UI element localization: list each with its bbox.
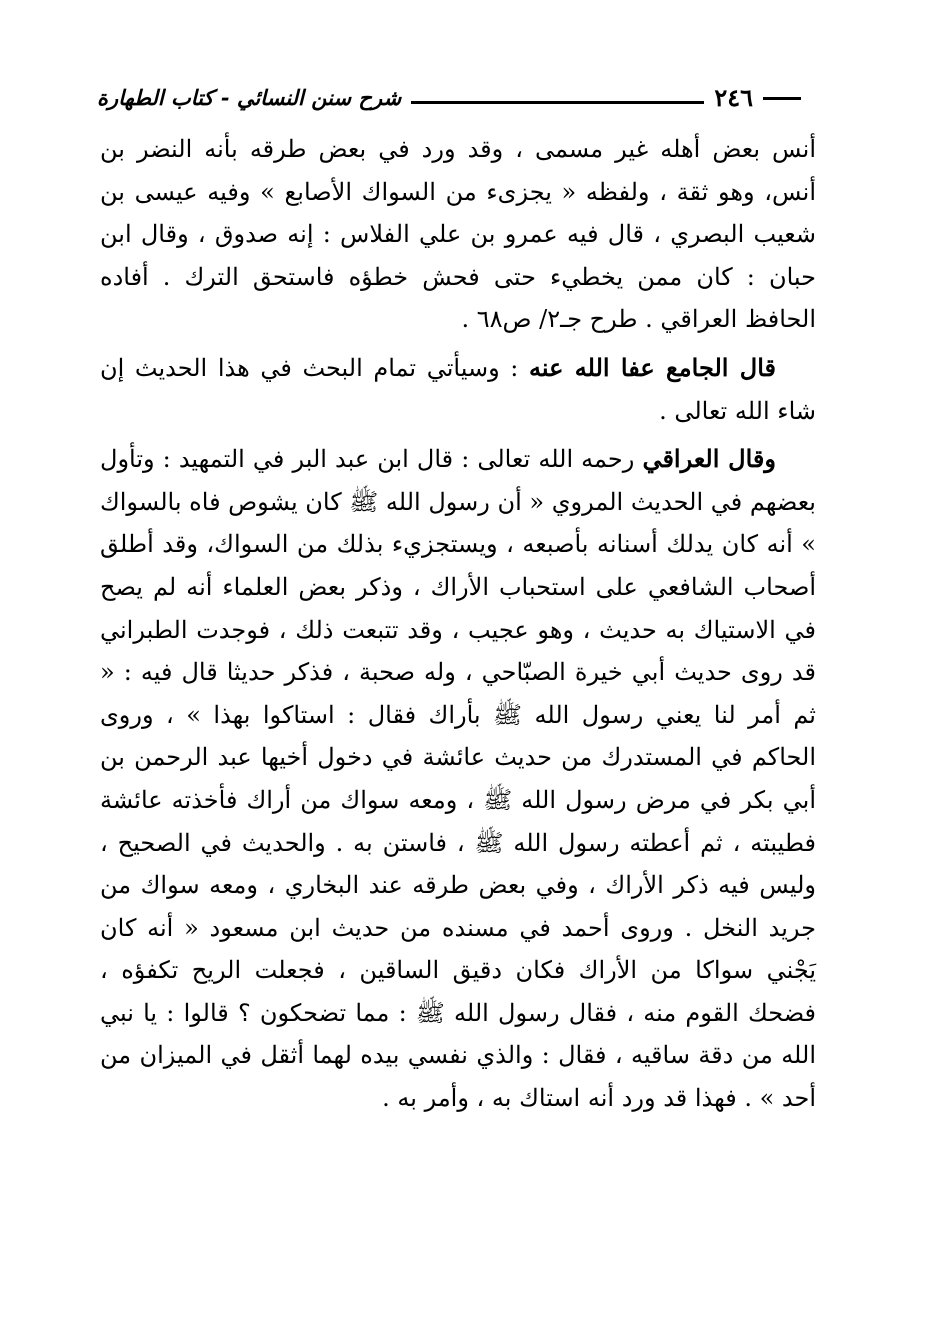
paragraph-1-text: أنس بعض أهله غير مسمى ، وقد ورد في بعض طرقه بأنه النضر بن أنس، وهو ثقة ، ولفظه « يجزىء من السواك الأصابع » وفيه عيسى بن شعيب البصري ، قال فيه عمرو بن علي الفلاس : إنه صدوق ، وقال ابن حبان : كان ممن يخطيء حتى فحش خطؤه فاستحق الترك . أفاده الحافظ العراقي . طرح جـ٢/ ص٦٨ . <box>100 135 817 334</box>
page-number: ٢٤٦ <box>714 83 753 112</box>
paragraph-2-lead: قال الجامع عفا الله عنه <box>528 352 776 382</box>
page-header <box>97 70 811 110</box>
page-number-block <box>714 83 811 112</box>
header-dash <box>763 97 801 100</box>
running-title: شرح سنن النسائي - كتاب الطهارة <box>97 85 402 110</box>
paragraph-2-text: : وسيأتي تمام البحث في هذا الحديث إن شاء الله تعالى . <box>100 353 816 425</box>
paragraph-3-text: رحمه الله تعالى : قال ابن عبد البر في التمهيد : وتأول بعضهم في الحديث المروي « أن رسول الله ﷺ كان يشوص فاه بالسواك » أنه كان يدلك أسنانه بأصبعه ، ويستجزيء بذلك من السواك، وقد أطلق أصحاب الشافعي على استحباب الأراك ، وذكر بعض العلماء أنه لم يصح في الاستياك به حديث ، وهو عجيب ، وقد تتبعت ذلك ، فوجدت الطبراني قد روى حديث أبي خيرة الصبّاحي ، وله صحبة ، فذكر حديثا قال فيه : « ثم أمر لنا يعني رسول الله ﷺ بأراك فقال : استاكوا بهذا » ، وروى الحاكم في المستدرك من حديث عائشة في دخول أخيها عبد الرحمن بن أبي بكر في مرض رسول الله ﷺ ، ومعه سواك من أراك فأخذته عائشة فطيبته ، ثم أعطته رسول الله ﷺ ، فاستن به . والحديث في الصحيح ، وليس فيه ذكر الأراك ، وفي بعض طرقه عند البخاري ، ومعه سواك من جريد النخل . وروى أحمد في مسنده من حديث ابن مسعود « أنه كان يَجْني سواكا من الأراك فكان دقيق الساقين ، فجعلت الريح تكفؤه ، فضحك القوم منه ، فقال رسول الله ﷺ : مما تضحكون ؟ قالوا : يا نبي الله من دقة ساقيه ، فقال : والذي نفسي بيده لهما أثقل في الميزان من أحد » . فهذا قد ورد أنه استاك به ، وأمر به . <box>99 445 817 1113</box>
paragraph-1 <box>100 128 816 341</box>
paragraph-3-lead: وقال العراقي <box>642 444 776 474</box>
paragraph-2 <box>100 347 816 432</box>
paragraph-3 <box>100 438 816 1120</box>
header-rule <box>411 101 704 104</box>
body-text <box>100 128 816 1126</box>
